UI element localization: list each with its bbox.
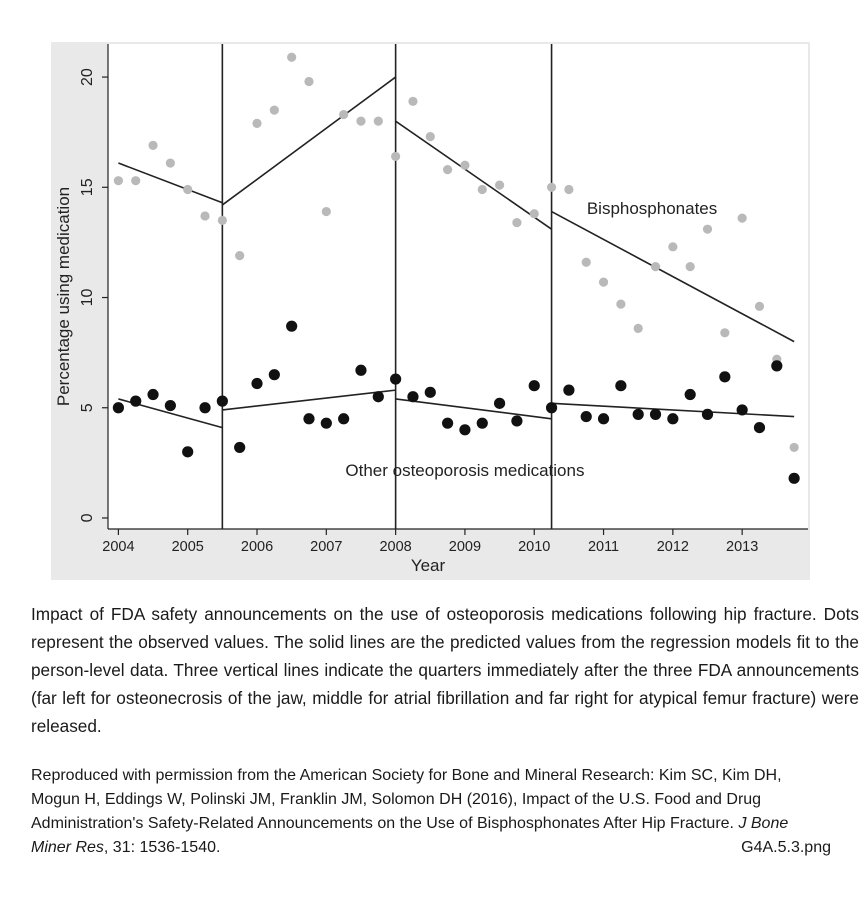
data-point — [599, 277, 608, 286]
data-point — [685, 389, 696, 400]
y-tick-label: 10 — [79, 288, 96, 307]
x-tick-label: 2012 — [656, 539, 689, 555]
data-point — [425, 387, 436, 398]
data-point — [598, 413, 609, 424]
credit-text — [31, 764, 831, 860]
data-point — [390, 373, 401, 384]
data-point — [113, 402, 124, 413]
data-point — [408, 97, 417, 106]
data-point — [218, 216, 227, 225]
x-tick-label: 2005 — [171, 539, 204, 555]
x-tick-label: 2008 — [379, 539, 412, 555]
credit-filename: G4A.5.3.png — [741, 839, 831, 856]
data-point — [183, 185, 192, 194]
x-tick-label: 2004 — [102, 539, 135, 555]
data-point — [269, 369, 280, 380]
data-point — [459, 424, 470, 435]
y-tick-label: 15 — [79, 178, 96, 197]
data-point — [303, 413, 314, 424]
data-point — [460, 161, 469, 170]
data-point — [771, 360, 782, 371]
plot-area — [108, 44, 808, 529]
data-point — [147, 389, 158, 400]
data-point — [616, 300, 625, 309]
data-point — [738, 214, 747, 223]
x-axis-title: Year — [410, 556, 446, 575]
x-tick-label: 2013 — [726, 539, 759, 555]
x-tick-label: 2007 — [310, 539, 343, 555]
data-point — [374, 117, 383, 126]
data-point — [286, 321, 297, 332]
data-point — [754, 422, 765, 433]
data-point — [547, 183, 556, 192]
x-tick-label: 2009 — [448, 539, 482, 555]
data-point — [148, 141, 157, 150]
data-point — [719, 371, 730, 382]
data-point — [667, 413, 678, 424]
data-point — [737, 404, 748, 415]
data-point — [442, 418, 453, 429]
data-point — [235, 251, 244, 260]
y-tick-label: 5 — [79, 403, 96, 413]
data-point — [426, 132, 435, 141]
data-point — [131, 176, 140, 185]
data-point — [563, 385, 574, 396]
data-point — [546, 402, 557, 413]
data-point — [199, 402, 210, 413]
y-tick-label: 0 — [79, 513, 96, 523]
data-point — [270, 106, 279, 115]
data-point — [166, 158, 175, 167]
credit-citation: Reproduced with permission from the American Society for Bone and Mineral Research: Kim SC, Kim DH, Mogun H, Eddings W, Polinski JM, Franklin JM, Solomon DH (2016), Impact of the U.S. Food and Drug Administration's Safety-Related Announcements on the Use of Bisphosphonates After Hip Fracture. — [31, 767, 782, 832]
data-point — [407, 391, 418, 402]
chart-figure — [51, 42, 810, 580]
data-point — [321, 418, 332, 429]
data-point — [495, 180, 504, 189]
chart-svg — [51, 42, 810, 580]
data-point — [182, 446, 193, 457]
y-axis-title: Percentage using medication — [54, 186, 73, 407]
data-point — [356, 117, 365, 126]
data-point — [304, 77, 313, 86]
data-point — [720, 328, 729, 337]
data-point — [634, 324, 643, 333]
data-point — [251, 378, 262, 389]
data-point — [494, 398, 505, 409]
data-point — [668, 242, 677, 251]
data-point — [511, 415, 522, 426]
data-point — [755, 302, 764, 311]
data-point — [114, 176, 123, 185]
data-point — [633, 409, 644, 420]
data-point — [339, 110, 348, 119]
data-point — [477, 418, 488, 429]
data-point — [582, 258, 591, 267]
data-point — [650, 409, 661, 420]
data-point — [581, 411, 592, 422]
data-point — [287, 53, 296, 62]
data-point — [200, 211, 209, 220]
data-point — [703, 225, 712, 234]
data-point — [234, 442, 245, 453]
data-point — [529, 380, 540, 391]
x-tick-label: 2006 — [240, 539, 274, 555]
data-point — [391, 152, 400, 161]
data-point — [478, 185, 487, 194]
data-point — [322, 207, 331, 216]
credit-journal: J Bone Miner Res — [31, 815, 789, 856]
credit-citation-end: , 31: 1536-1540. — [103, 839, 221, 856]
x-tick-label: 2011 — [587, 539, 620, 555]
data-point — [338, 413, 349, 424]
data-point — [252, 119, 261, 128]
data-point — [615, 380, 626, 391]
data-point — [355, 365, 366, 376]
data-point — [130, 396, 141, 407]
x-tick-label: 2010 — [518, 539, 551, 555]
data-point — [512, 218, 521, 227]
data-point — [165, 400, 176, 411]
data-point — [789, 473, 800, 484]
data-point — [651, 262, 660, 271]
data-point — [530, 209, 539, 218]
figure-caption: Impact of FDA safety announcements on the use of osteoporosis medications following hip fracture. Dots represent the observed values. The solid lines are the predicted values from the regression models fit to the person-level data. Three vertical lines indicate the quarters immediately after the three FDA announcements (far left for osteonecrosis of the jaw, middle for atrial fibrillation and far right for atypical femur fracture) were released. — [31, 604, 859, 736]
data-point — [373, 391, 384, 402]
series-annotation: Other osteoporosis medications — [345, 461, 585, 481]
data-point — [564, 185, 573, 194]
data-point — [686, 262, 695, 271]
data-point — [443, 165, 452, 174]
data-point — [790, 443, 799, 452]
data-point — [217, 396, 228, 407]
series-annotation: Bisphosphonates — [586, 198, 718, 218]
y-tick-label: 20 — [79, 68, 96, 86]
data-point — [702, 409, 713, 420]
